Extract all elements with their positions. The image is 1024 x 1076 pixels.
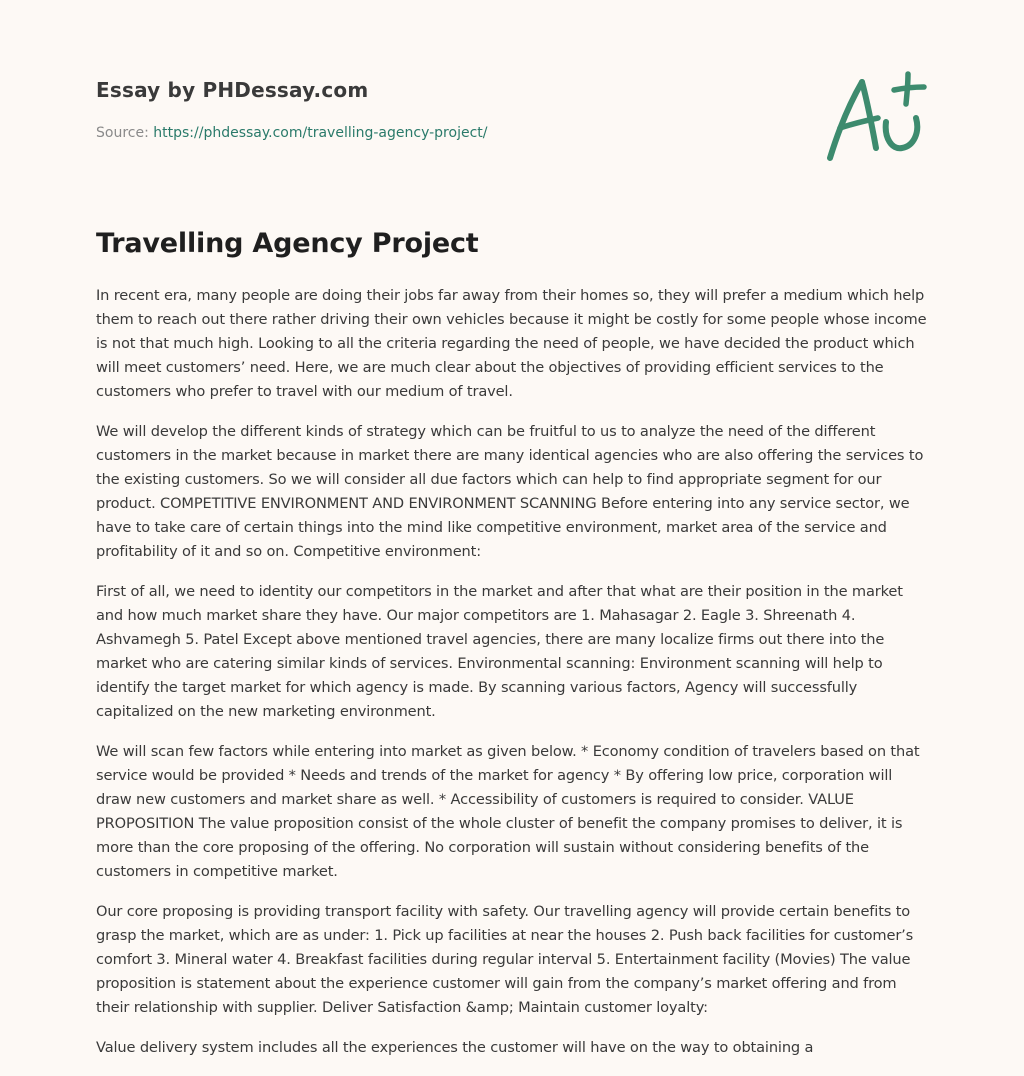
paragraph: We will develop the different kinds of strategy which can be fruitful to us to analyze the need of the different customers in the market because in market there are many identical agencies who are also offering the services to the existing customers. So we will consider all due factors which can help to find appropriate segment for our product. COMPETITIVE ENVIRONMENT AND ENVIRONMENT SCANNING Before entering into any service sector, we have to take care of certain things into the mind like competitive environment, market area of the service and profitability of it and so on. Competitive environment: bbox=[96, 423, 924, 560]
site-title: Essay by PHDessay.com bbox=[96, 78, 369, 102]
document-title: Travelling Agency Project bbox=[96, 228, 479, 259]
paragraph: Value delivery system includes all the experiences the customer will have on the way to obtaining a bbox=[96, 1039, 814, 1056]
paragraph: First of all, we need to identity our competitors in the market and after that what are their position in the market and how much market share they have. Our major competitors are 1. Mahasagar 2. Eagle 3. Shreenath 4. Ashvamegh 5. Patel Except above mentioned travel agencies, there are many localize firms out there into the market who are catering similar kinds of services. Environmental scanning: Environment scanning will help to identify the target market for which agency is made. By scanning various factors, Agency will successfully capitalized on the new marketing environment. bbox=[96, 583, 903, 720]
paragraph: In recent era, many people are doing their jobs far away from their homes so, they will prefer a medium which help them to reach out there rather driving their own vehicles because it might be costly for some people whose income is not that much high. Looking to all the criteria regarding the need of people, we have decided the product which will meet customers’ need. Here, we are much clear about the objectives of providing efficient services to the customers who prefer to travel with our medium of travel. bbox=[96, 287, 927, 400]
source-line bbox=[96, 123, 487, 143]
paragraph: We will scan few factors while entering into market as given below. * Economy condition of travelers based on that service would be provided * Needs and trends of the market for agency * By offering low price, corporation will draw new customers and market share as well. * Accessibility of customers is required to consider. VALUE PROPOSITION The value proposition consist of the whole cluster of benefit the company promises to deliver, it is more than the core proposing of the offering. No corporation will sustain without considering benefits of the customers in competitive market. bbox=[96, 743, 920, 880]
a-plus-logo-icon bbox=[820, 66, 930, 166]
document-body bbox=[96, 284, 928, 1076]
source-label: Source: bbox=[96, 125, 154, 141]
source-link[interactable]: https://phdessay.com/travelling-agency-project/ bbox=[153, 125, 488, 141]
paragraph: Our core proposing is providing transport facility with safety. Our travelling agency will provide certain benefits to grasp the market, which are as under: 1. Pick up facilities at near the houses 2. Push back facilities for customer’s comfort 3. Mineral water 4. Breakfast facilities during regular interval 5. Entertainment facility (Movies) The value proposition is statement about the experience customer will gain from the company’s market offering and from their relationship with supplier. Deliver Satisfaction &amp; Maintain customer loyalty: bbox=[96, 903, 914, 1016]
